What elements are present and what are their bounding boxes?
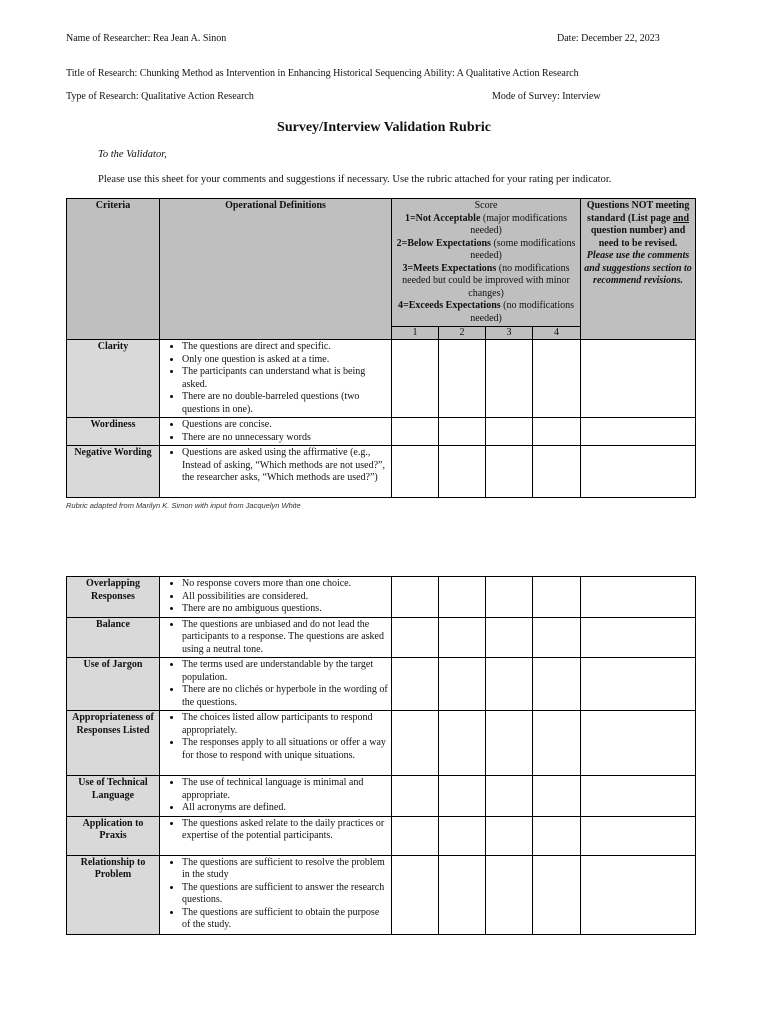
revision-notes-cell[interactable] [581,816,696,855]
score-header [392,199,581,327]
score-cell-2[interactable] [439,340,486,418]
revision-notes-cell[interactable] [581,855,696,934]
score-cell-1[interactable] [392,340,439,418]
score-cell-3[interactable] [486,446,533,498]
score-cell-1[interactable] [392,418,439,446]
score-level-3: 3=Meets Expectations (no modifications needed but could be improved with minor changes) [402,262,570,299]
score-cell-1[interactable] [392,617,439,658]
definitions-cell [160,446,392,498]
rubric-table-page-2 [66,576,696,935]
score-level-4: 4=Exceeds Expectations (no modifications needed) [398,300,574,324]
table-row [67,577,696,618]
table-row [67,855,696,934]
table-row [67,816,696,855]
score-col-3: 3 [486,327,533,340]
definitions-cell [160,658,392,711]
criteria-cell: Clarity [67,340,160,418]
revision-notes-cell[interactable] [581,340,696,418]
definition-item: • All acronyms are defined. [182,802,388,815]
criteria-header: Criteria [67,199,160,340]
score-cell-2[interactable] [439,577,486,618]
definitions-cell [160,418,392,446]
score-cell-4[interactable] [533,711,581,776]
score-cell-4[interactable] [533,340,581,418]
definition-item: • There are no unnecessary words [182,432,388,445]
score-cell-2[interactable] [439,816,486,855]
criteria-cell: Balance [67,617,160,658]
score-cell-3[interactable] [486,855,533,934]
definition-item: • Questions are asked using the affirmative (e.g., Instead of asking, “Which methods are not used?”, the researcher asks, “Which methods are used?”) [182,447,388,485]
score-cell-1[interactable] [392,658,439,711]
definitions-cell [160,816,392,855]
criteria-cell: Use of Technical Language [67,776,160,817]
score-cell-2[interactable] [439,658,486,711]
score-cell-4[interactable] [533,658,581,711]
score-col-4: 4 [533,327,581,340]
definitions-header: Operational Definitions [160,199,392,340]
score-cell-3[interactable] [486,711,533,776]
definition-item: • The use of technical language is minimal and appropriate. [182,777,388,802]
researcher-name: Name of Researcher: Rea Jean A. Sinon [66,33,227,44]
research-type: Type of Research: Qualitative Action Research [66,91,254,102]
definition-item: • The terms used are understandable by the target population. [182,659,388,684]
definition-item: • The questions are sufficient to resolve the problem in the study [182,857,388,882]
score-cell-2[interactable] [439,617,486,658]
rubric-table-page-1 [66,198,696,498]
definitions-cell [160,577,392,618]
rubric-footnote: Rubric adapted from Marilyn K. Simon with input from Jacquelyn White [66,501,301,510]
definition-item: • Only one question is asked at a time. [182,354,388,367]
score-cell-3[interactable] [486,340,533,418]
score-cell-4[interactable] [533,855,581,934]
definition-item: • The questions asked relate to the daily practices or expertise of the potential participants. [182,818,388,843]
revision-notes-cell[interactable] [581,418,696,446]
table-row [67,658,696,711]
score-cell-3[interactable] [486,776,533,817]
criteria-cell: Negative Wording [67,446,160,498]
score-cell-3[interactable] [486,816,533,855]
definition-item: • The questions are sufficient to answer the research questions. [182,882,388,907]
criteria-cell: Appropriateness of Responses Listed [67,711,160,776]
score-cell-2[interactable] [439,855,486,934]
definition-item: • Questions are concise. [182,419,388,432]
criteria-cell: Relationship to Problem [67,855,160,934]
score-cell-1[interactable] [392,776,439,817]
score-cell-4[interactable] [533,418,581,446]
definitions-cell [160,855,392,934]
score-cell-4[interactable] [533,446,581,498]
criteria-cell: Application to Praxis [67,816,160,855]
score-level-1: 1=Not Acceptable (major modifications needed) [404,212,568,236]
score-cell-4[interactable] [533,776,581,817]
score-cell-1[interactable] [392,816,439,855]
table-row [67,418,696,446]
score-cell-2[interactable] [439,418,486,446]
score-cell-1[interactable] [392,577,439,618]
score-cell-2[interactable] [439,776,486,817]
criteria-cell: Wordiness [67,418,160,446]
score-cell-4[interactable] [533,577,581,618]
revision-notes-cell[interactable] [581,658,696,711]
revision-notes-cell[interactable] [581,617,696,658]
instructions: Please use this sheet for your comments and suggestions if necessary. Use the rubric attached for your rating per indicator. [98,174,612,185]
definition-item: • All possibilities are considered. [182,591,388,604]
score-cell-3[interactable] [486,658,533,711]
score-cell-2[interactable] [439,446,486,498]
table-row [67,617,696,658]
score-title: Score [474,200,498,211]
revision-notes-cell[interactable] [581,711,696,776]
definition-item: • The questions are unbiased and do not lead the participants to a response. The questions are asked using a neutral tone. [182,619,388,657]
definitions-cell [160,776,392,817]
score-level-2: 2=Below Expectations (some modifications needed) [396,237,576,261]
score-cell-2[interactable] [439,711,486,776]
research-title: Title of Research: Chunking Method as Intervention in Enhancing Historical Sequencing Ability: A Qualitative Action Research [66,68,579,79]
document-date: Date: December 22, 2023 [557,33,660,44]
score-cell-1[interactable] [392,855,439,934]
survey-mode: Mode of Survey: Interview [492,91,601,102]
definitions-cell [160,340,392,418]
definitions-cell [160,711,392,776]
score-col-1: 1 [392,327,439,340]
definition-item: • There are no ambiguous questions. [182,603,388,616]
table-row [67,446,696,498]
score-cell-3[interactable] [486,617,533,658]
definition-item: • The participants can understand what is being asked. [182,366,388,391]
revision-notes-cell[interactable] [581,776,696,817]
table-row [67,340,696,418]
table-row [67,711,696,776]
score-col-2: 2 [439,327,486,340]
score-cell-4[interactable] [533,617,581,658]
definition-item: • The questions are direct and specific. [182,341,388,354]
definition-item: • There are no clichés or hyperbole in the wording of the questions. [182,684,388,709]
table-row [67,776,696,817]
salutation: To the Validator, [98,149,167,160]
definition-item: • The questions are sufficient to obtain the purpose of the study. [182,907,388,932]
definition-item: • The choices listed allow participants to respond appropriately. [182,712,388,737]
score-cell-3[interactable] [486,577,533,618]
score-cell-3[interactable] [486,418,533,446]
criteria-cell: Overlapping Responses [67,577,160,618]
definition-item: • The responses apply to all situations or offer a way for those to respond with unique situations. [182,737,388,762]
definitions-cell [160,617,392,658]
score-cell-1[interactable] [392,711,439,776]
score-cell-4[interactable] [533,816,581,855]
questions-not-meeting-header: Questions NOT meeting standard (List page and question number) and need to be revised. Please use the comments and suggestions section to recommend revisions. [581,199,696,340]
revision-notes-cell[interactable] [581,446,696,498]
page-title: Survey/Interview Validation Rubric [277,120,491,135]
definition-item: • There are no double-barreled questions (two questions in one). [182,391,388,416]
definition-item: • No response covers more than one choice. [182,578,388,591]
revision-notes-cell[interactable] [581,577,696,618]
score-cell-1[interactable] [392,446,439,498]
criteria-cell: Use of Jargon [67,658,160,711]
